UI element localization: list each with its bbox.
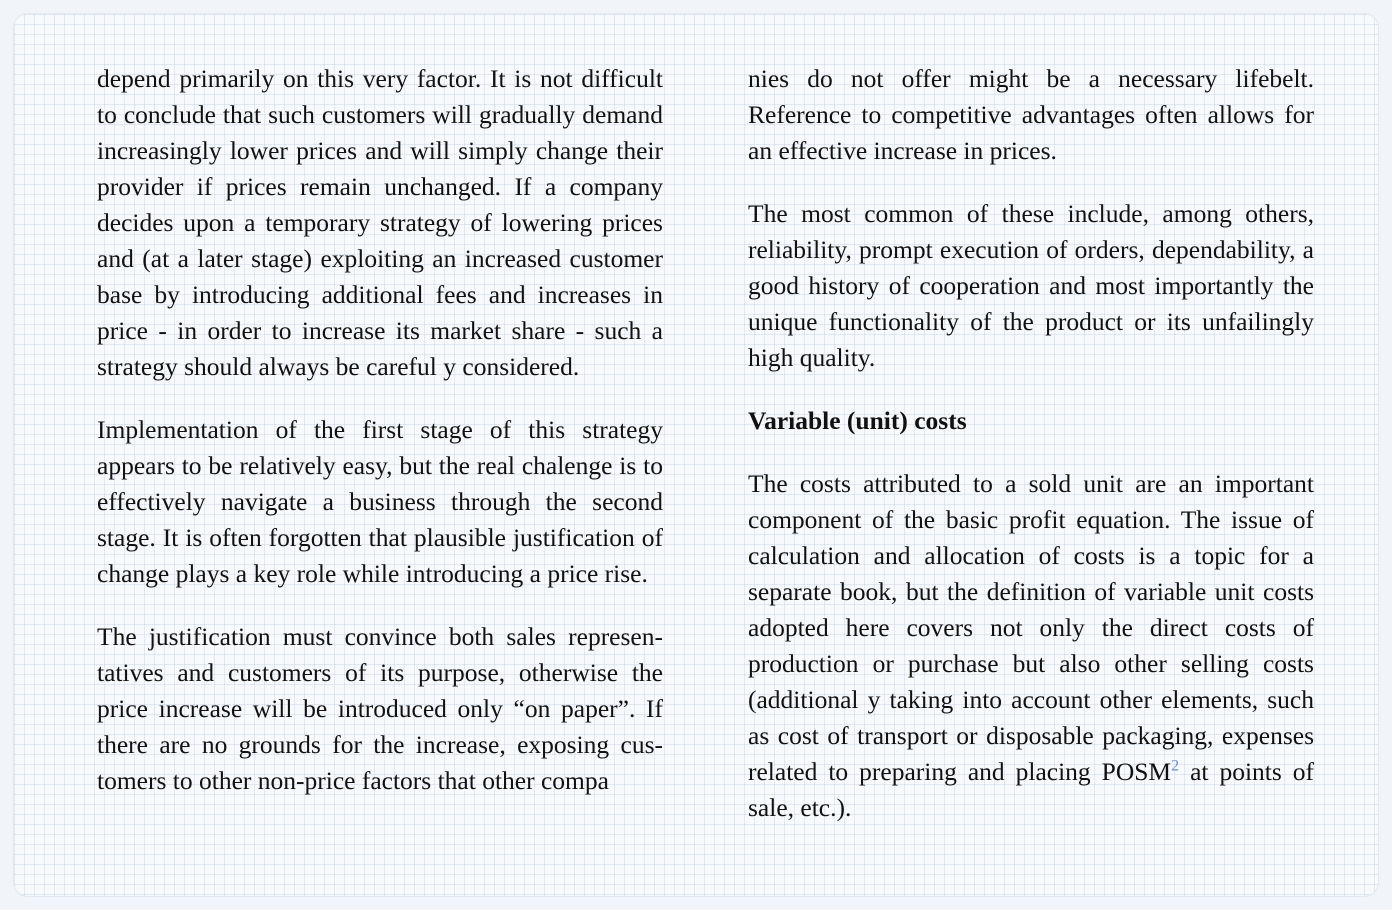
paragraph-text-before-ref: The costs attributed to a sold unit are an important component of the basic profit equation. The issue of calculation and allocation of costs is a topic for a separate book, but the definition of variable unit costs adopted here covers not only the direct costs of production or purchase but also other selling costs (additional y taking into account other elements, such as cost of transport or disposable packaging, expenses related to preparing and placing POSM bbox=[748, 469, 1314, 786]
body-paragraph bbox=[748, 466, 1314, 826]
document-page bbox=[14, 14, 1378, 896]
body-paragraph: depend primarily on this very factor. It is not difficult to conclude that such customers will gradually demand increasingly lower prices and will simply change their provider if prices remain unchanged. If a company decides upon a temporary strategy of lowering prices and (at a later stage) exploiting an increased customer base by introducing additional fees and increases in price - in order to increase its market share - such a strategy should always be careful y considered. bbox=[97, 64, 663, 381]
section-heading: Variable (unit) costs bbox=[748, 406, 967, 435]
left-column bbox=[97, 61, 663, 826]
body-paragraph: nies do not offer might be a necessary lifebelt. Reference to competitive advantages often allows for an effective increase in prices. bbox=[748, 64, 1314, 165]
footnote-reference-link[interactable]: 2 bbox=[1171, 757, 1180, 775]
body-paragraph: Implementation of the first stage of this strategy appears to be relatively easy, but the real chalenge is to effectively navigate a business through the second stage. It is often forgotten that plausible justification of change plays a key role while introducing a price rise. bbox=[97, 415, 663, 588]
right-column bbox=[748, 61, 1314, 853]
body-paragraph: The most common of these include, among others, reliability, prompt execution of orders, dependability, a good history of cooperation and most importantly the unique functionality of the product or its unfailingly high quality. bbox=[748, 199, 1314, 372]
body-paragraph: The justification must convince both sales representatives and customers of its purpose, otherwise the price increase will be introduced only “on paper”. If there are no grounds for the increase, exposing customers to other non-price factors that other compa bbox=[97, 622, 663, 795]
paragraph-text-after-ref: at points of sale, etc.). bbox=[748, 757, 1314, 822]
